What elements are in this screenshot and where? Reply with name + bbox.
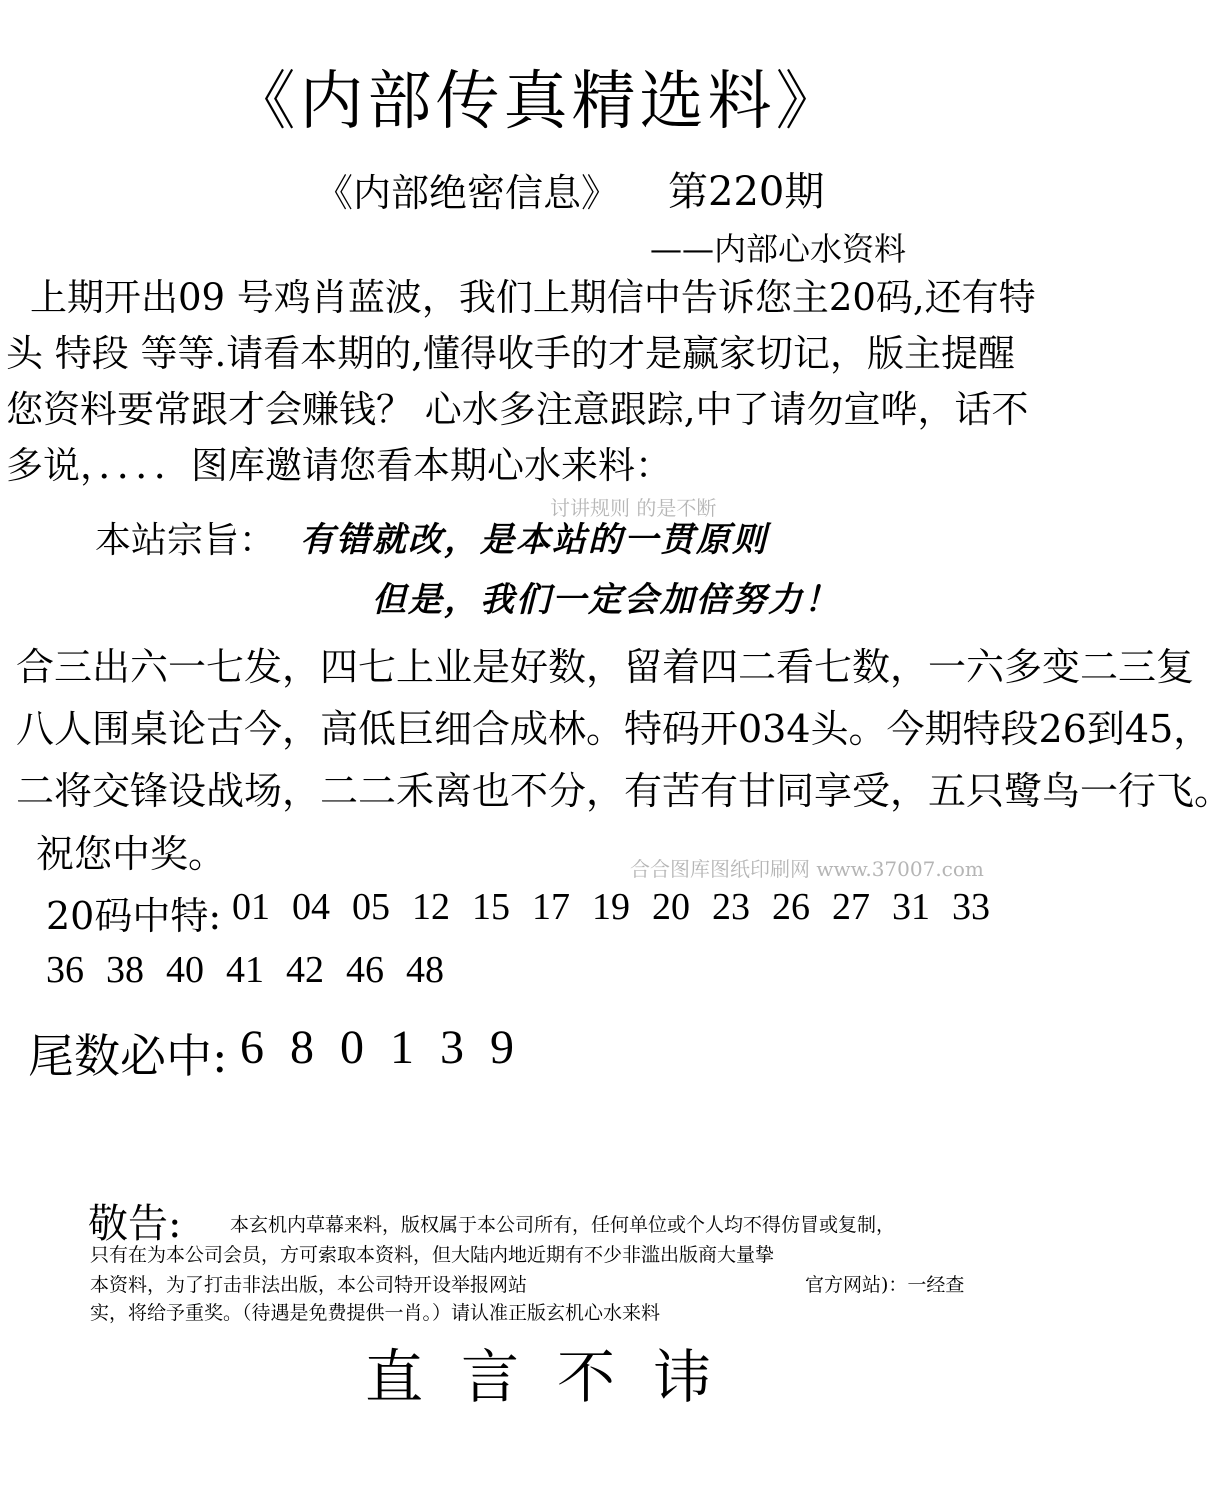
tail-digit: 1: [390, 1021, 414, 1074]
faint-watermark-url: 合合图库图纸印刷网 www.37007.com: [630, 857, 984, 881]
tail-digit: 6: [240, 1021, 264, 1074]
official-site-label: 官方网站)：一经查: [805, 1274, 965, 1296]
code-number: 17: [532, 886, 570, 928]
code-number: 31: [892, 886, 930, 928]
intro-line: 头 特段 等等.请看本期的,懂得收手的才是赢家切记，版主提醒: [6, 332, 1016, 375]
notice-line: 实，将给予重奖。（待遇是免费提供一肖。）请认准正版玄机心水来料: [90, 1302, 661, 1324]
code-number: 04: [292, 886, 330, 928]
poem-line: 合三出六一七发，四七上业是好数，留着四二看七数，一六多变二三复: [16, 645, 1195, 689]
subtitle: 《内部绝密信息》: [315, 171, 620, 215]
code-number: 40: [166, 949, 204, 991]
tail-digit: 9: [490, 1021, 514, 1074]
code-number: 01: [232, 886, 270, 928]
poem-line: 八人围桌论古今，高低巨细合成林。特码开034头。今期特段26到45，: [16, 707, 1212, 751]
intro-line: 您资料要常跟才会赚钱？ 心水多注意跟踪,中了请勿宣哗，话不: [6, 388, 1029, 431]
code-number: 15: [472, 886, 510, 928]
codes-row-2: [46, 948, 466, 992]
intro-line: 上期开出09 号鸡肖蓝波，我们上期信中告诉您主20码,还有特: [30, 276, 1036, 319]
code-number: 27: [832, 886, 870, 928]
notice-label: 敬告:: [88, 1201, 182, 1247]
poem-line: 二将交锋设战场，二二禾离也不分，有苦有甘同享受，五只鹭鸟一行飞。: [16, 769, 1232, 813]
code-number: 46: [346, 949, 384, 991]
code-number: 41: [226, 949, 264, 991]
tail-label: 尾数必中:: [28, 1029, 228, 1083]
tail-digit: 8: [290, 1021, 314, 1074]
tail-digit: 0: [340, 1021, 364, 1074]
code-number: 19: [592, 886, 630, 928]
tail-digit: 3: [440, 1021, 464, 1074]
code-number: 23: [712, 886, 750, 928]
notice-line: 本资料，为了打击非法出版，本公司特开设举报网站: [90, 1274, 528, 1296]
code-number: 26: [772, 886, 810, 928]
notice-line: 只有在为本公司会员，方可索取本资料，但大陆内地近期有不少非滥出版商大量挚: [90, 1244, 775, 1266]
code-number: 20: [652, 886, 690, 928]
code-number: 33: [952, 886, 990, 928]
notice-line: 本玄机内草幕来料，版权属于本公司所有，任何单位或个人均不得仿冒或复制，: [230, 1214, 896, 1236]
codes-row-1: [232, 885, 1052, 929]
wish-text: 祝您中奖。: [36, 832, 227, 876]
code-number: 48: [406, 949, 444, 991]
code-number: 38: [106, 949, 144, 991]
intro-paragraph: [6, 270, 1072, 494]
issue-number: 第220期: [668, 169, 825, 215]
intro-line: 多说，．．．．图库邀请您看本期心水来料：: [6, 444, 672, 487]
code-number: 36: [46, 949, 84, 991]
motto-line-1: 有错就改，是本站的一贯原则: [300, 520, 768, 560]
motto-label: 本站宗旨：: [95, 520, 276, 561]
codes-label: 20码中特:: [46, 894, 222, 938]
code-number: 05: [352, 886, 390, 928]
code-number: 12: [412, 886, 450, 928]
tail-digits: [240, 1020, 540, 1075]
poem: [16, 636, 1232, 822]
slogan: 直言不讳: [365, 1343, 750, 1411]
source-label: ——内部心水资料: [650, 230, 907, 268]
page-title: 《内部传真精选料》: [231, 65, 844, 139]
motto-line-2: 但是，我们一定会加倍努力！: [372, 580, 840, 620]
code-number: 42: [286, 949, 324, 991]
faint-watermark-text: 讨讲规则 的是不断: [550, 496, 717, 520]
